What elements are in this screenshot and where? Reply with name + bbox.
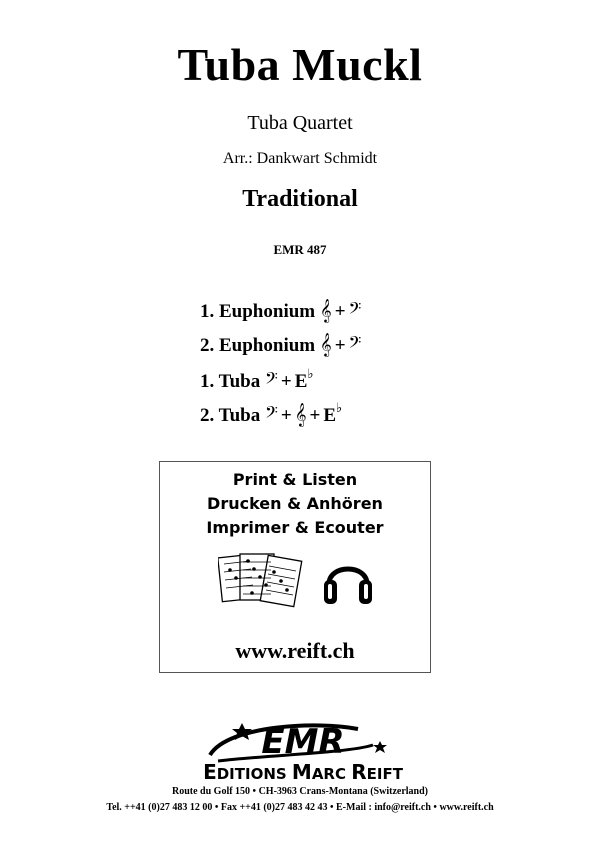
composer-credit: Traditional (242, 186, 358, 212)
promo-line-english: Print & Listen (232, 470, 358, 489)
part-label: 2. Euphonium (200, 335, 316, 356)
part-label: 2. Tuba (200, 405, 261, 426)
publisher-address: Route du Golf 150 • CH-3963 Crans-Montana (Switzerland) (172, 786, 428, 797)
plus-sign: + (309, 405, 321, 426)
bass-clef-icon: 𝄢 (348, 298, 362, 322)
part-label: 1. Euphonium (200, 301, 316, 322)
subtitle: Tuba Quartet (247, 112, 353, 134)
plus-sign: + (280, 371, 292, 392)
plus-sign: + (334, 301, 346, 322)
emr-logo (158, 715, 448, 781)
logo-emr-text: EMR (261, 722, 345, 762)
key-letter: E (294, 371, 308, 392)
plus-sign: + (280, 405, 292, 426)
print-listen-box (159, 461, 431, 673)
treble-clef-icon: 𝄞 (319, 298, 332, 322)
key-letter: E (323, 405, 337, 426)
page-title: Tuba Muckl (177, 39, 423, 90)
promo-line-german: Drucken & Anhören (207, 494, 383, 513)
bass-clef-icon: 𝄢 (264, 402, 278, 426)
catalog-number: EMR 487 (273, 242, 327, 257)
plus-sign: + (334, 335, 346, 356)
arranger-credit: Arr.: Dankwart Schmidt (222, 150, 378, 167)
headphones-icon (323, 554, 373, 608)
promo-line-french: Imprimer & Ecouter (206, 518, 384, 537)
bass-clef-icon: 𝄢 (348, 332, 362, 356)
treble-clef-icon: 𝄞 (294, 402, 307, 426)
website-link[interactable]: www.reift.ch (235, 638, 355, 663)
publisher-contact: Tel. ++41 (0)27 483 12 00 • Fax ++41 (0)27 483 42 43 • E-Mail : info@reift.ch • www.reift.ch (106, 802, 494, 813)
publisher-name: EDITIONS MARC REIFT (203, 760, 403, 781)
part-label: 1. Tuba (200, 371, 261, 392)
treble-clef-icon: 𝄞 (319, 332, 332, 356)
sheet-music-icon (218, 550, 308, 612)
part-1-euphonium (200, 298, 361, 323)
flat-icon: ♭ (336, 401, 343, 416)
flat-icon: ♭ (307, 367, 314, 382)
bass-clef-icon: 𝄢 (264, 368, 278, 392)
part-2-tuba (200, 401, 342, 427)
part-1-tuba (200, 367, 314, 393)
part-2-euphonium (200, 332, 361, 357)
